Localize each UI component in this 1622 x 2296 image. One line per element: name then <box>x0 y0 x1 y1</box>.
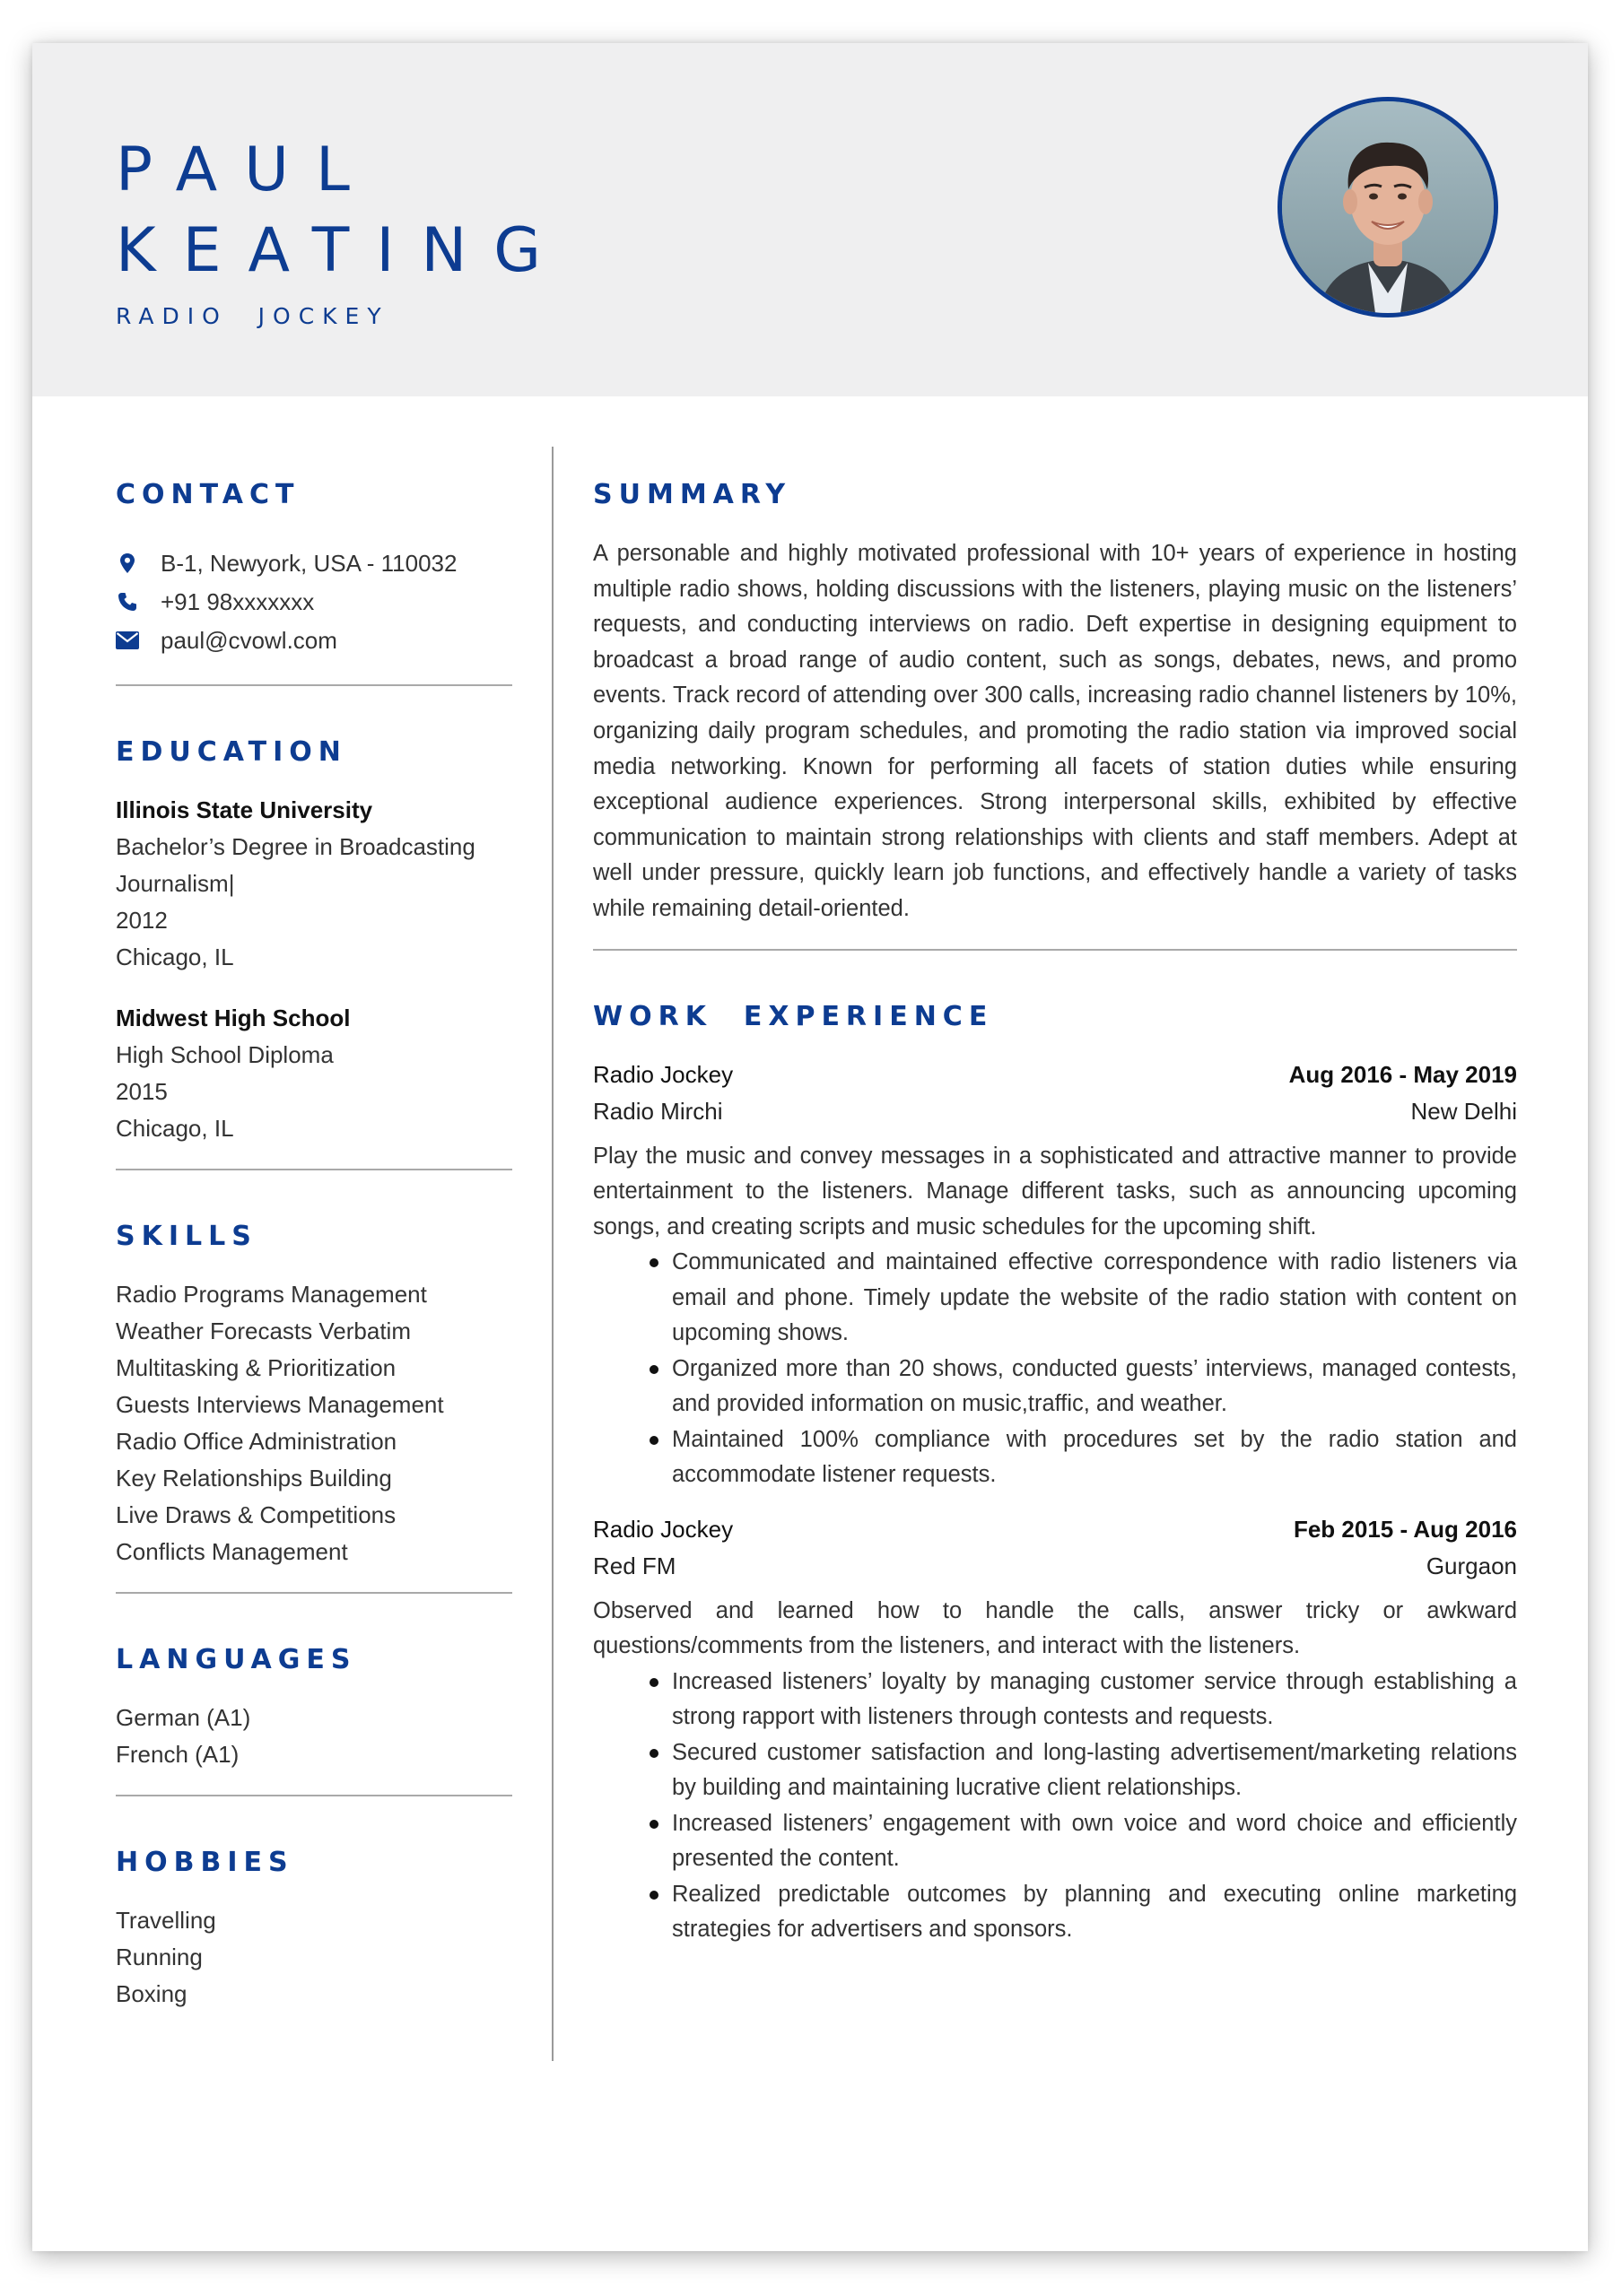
company-name: Radio Mirchi <box>593 1097 723 1125</box>
address-text: B-1, Newyork, USA - 110032 <box>161 549 458 577</box>
job-bullet: Realized predictable outcomes by planning and executing online marketing strategies for advertisers and sponsors. <box>672 1877 1517 1948</box>
work-experience-heading: WORK EXPERIENCE <box>593 1000 994 1032</box>
job-title-text: Radio Jockey <box>593 1060 734 1088</box>
person-portrait-icon <box>1282 101 1494 313</box>
job-description: Play the music and convey messages in a sophisticated and attractive manner to provide entertainment to the listeners. Manage different tasks, such as announcing upcoming songs, and creating scripts and music schedules for the upcoming shift. <box>593 1143 1517 1239</box>
hobbies-section <box>116 1847 512 2013</box>
education-line: Chicago, IL <box>116 944 234 970</box>
resume-page <box>32 43 1588 2251</box>
education-line: 2015 <box>116 1078 168 1105</box>
summary-heading: SUMMARY <box>593 479 792 510</box>
skill-item: Radio Programs Management <box>116 1281 427 1308</box>
skill-item: Key Relationships Building <box>116 1465 392 1492</box>
contact-heading: CONTACT <box>116 479 301 510</box>
skills-section <box>116 1221 512 1594</box>
summary-text: A personable and highly motivated professional with 10+ years of experience in hosting multiple radio shows, holding discussions with the listeners, playing music on the listeners’ requests, and conducting interviews on radio. Deft expertise in designing equipment to broadcast a broad range of audio content, such as songs, debates, news, and promo events. Track record of attending over 300 calls, increasing radio channel listeners by 10%, organizing daily program schedules, and promoting the radio station via improved social media networking. Known for performing all facets of station duties while ensuring exceptional audience experiences. Strong interpersonal skills, exhibited by effective communication to maintain strong relationships with clients and staff members. Adept at well under pressure, quickly learn job functions, and effectively handle a variety of tasks while remaining detail-oriented. <box>593 541 1517 921</box>
first-name: PAUL <box>116 135 377 205</box>
education-line: Chicago, IL <box>116 1115 234 1142</box>
column-divider <box>552 447 554 2061</box>
resume-header <box>32 43 1588 396</box>
job-dates: Aug 2016 - May 2019 <box>1288 1060 1517 1088</box>
phone-text: +91 98xxxxxxx <box>161 587 315 615</box>
language-item: French (A1) <box>116 1741 240 1768</box>
email-link[interactable]: paul@cvowl.com <box>161 626 337 654</box>
education-line: High School Diploma <box>116 1041 334 1068</box>
job-bullets <box>593 1665 1517 1948</box>
contact-divider <box>116 684 512 686</box>
summary-section <box>593 479 1517 951</box>
summary-divider <box>593 949 1517 951</box>
skill-item: Multitasking & Prioritization <box>116 1354 397 1381</box>
left-column <box>116 479 512 2013</box>
skill-item: Live Draws & Competitions <box>116 1501 397 1528</box>
education-divider <box>116 1169 512 1170</box>
skills-heading: SKILLS <box>116 1221 257 1252</box>
job-bullet: Communicated and maintained effective correspondence with radio listeners via email and phone. Timely update the website of the radio station with content on upcoming shows. <box>672 1245 1517 1352</box>
education-entry <box>116 792 512 976</box>
profile-photo <box>1278 97 1498 317</box>
envelope-icon <box>116 629 139 652</box>
hobbies-heading: HOBBIES <box>116 1847 294 1878</box>
job-bullet: Increased listeners’ loyalty by managing customer service through establishing a strong rapport with listeners through contests and requests. <box>672 1665 1517 1735</box>
education-section <box>116 736 512 1170</box>
job-title: RADIO JOCKEY <box>116 303 389 329</box>
languages-section <box>116 1644 512 1796</box>
job-description: Observed and learned how to handle the calls, answer tricky or awkward questions/comments from the listeners, and interact with the listeners. <box>593 1597 1517 1659</box>
hobby-item: Boxing <box>116 1980 187 2007</box>
education-heading: EDUCATION <box>116 736 347 768</box>
education-line: Bachelor’s Degree in Broadcasting <box>116 833 475 860</box>
skill-item: Radio Office Administration <box>116 1428 397 1455</box>
education-line: 2012 <box>116 907 168 934</box>
education-line: Journalism| <box>116 870 235 897</box>
job-dates: Feb 2015 - Aug 2016 <box>1293 1515 1517 1543</box>
school-name: Midwest High School <box>116 1004 351 1031</box>
job-entry <box>593 1511 1517 1948</box>
hobby-item: Running <box>116 1944 203 1970</box>
job-location: New Delhi <box>1410 1097 1517 1125</box>
last-name: KEATING <box>116 215 568 286</box>
contact-address <box>116 544 512 582</box>
languages-divider <box>116 1795 512 1796</box>
languages-heading: LANGUAGES <box>116 1644 357 1675</box>
skill-item: Weather Forecasts Verbatim <box>116 1318 411 1344</box>
language-item: German (A1) <box>116 1704 251 1731</box>
contact-email <box>116 621 512 659</box>
contact-section <box>116 479 512 686</box>
job-entry <box>593 1057 1517 1493</box>
company-name: Red FM <box>593 1552 676 1579</box>
education-entry <box>116 1000 512 1147</box>
job-title-text: Radio Jockey <box>593 1515 734 1543</box>
phone-icon <box>116 590 139 613</box>
school-name: Illinois State University <box>116 796 373 823</box>
job-bullet: Organized more than 20 shows, conducted guests’ interviews, managed contests, and provided information on music,traffic, and weather. <box>672 1352 1517 1422</box>
job-bullet: Maintained 100% compliance with procedures set by the radio station and accommodate listener requests. <box>672 1422 1517 1493</box>
contact-phone <box>116 582 512 621</box>
skill-item: Conflicts Management <box>116 1538 348 1565</box>
skill-item: Guests Interviews Management <box>116 1391 444 1418</box>
skills-divider <box>116 1592 512 1594</box>
job-bullets <box>593 1245 1517 1493</box>
job-bullet: Secured customer satisfaction and long-lasting advertisement/marketing relations by building and maintaining lucrative client relationships. <box>672 1735 1517 1806</box>
job-bullet: Increased listeners’ engagement with own voice and word choice and efficiently presented the content. <box>672 1806 1517 1877</box>
map-marker-icon <box>116 552 139 575</box>
work-experience-section <box>593 1001 1517 1948</box>
right-column <box>593 479 1517 1948</box>
job-location: Gurgaon <box>1426 1552 1517 1579</box>
hobby-item: Travelling <box>116 1907 216 1934</box>
